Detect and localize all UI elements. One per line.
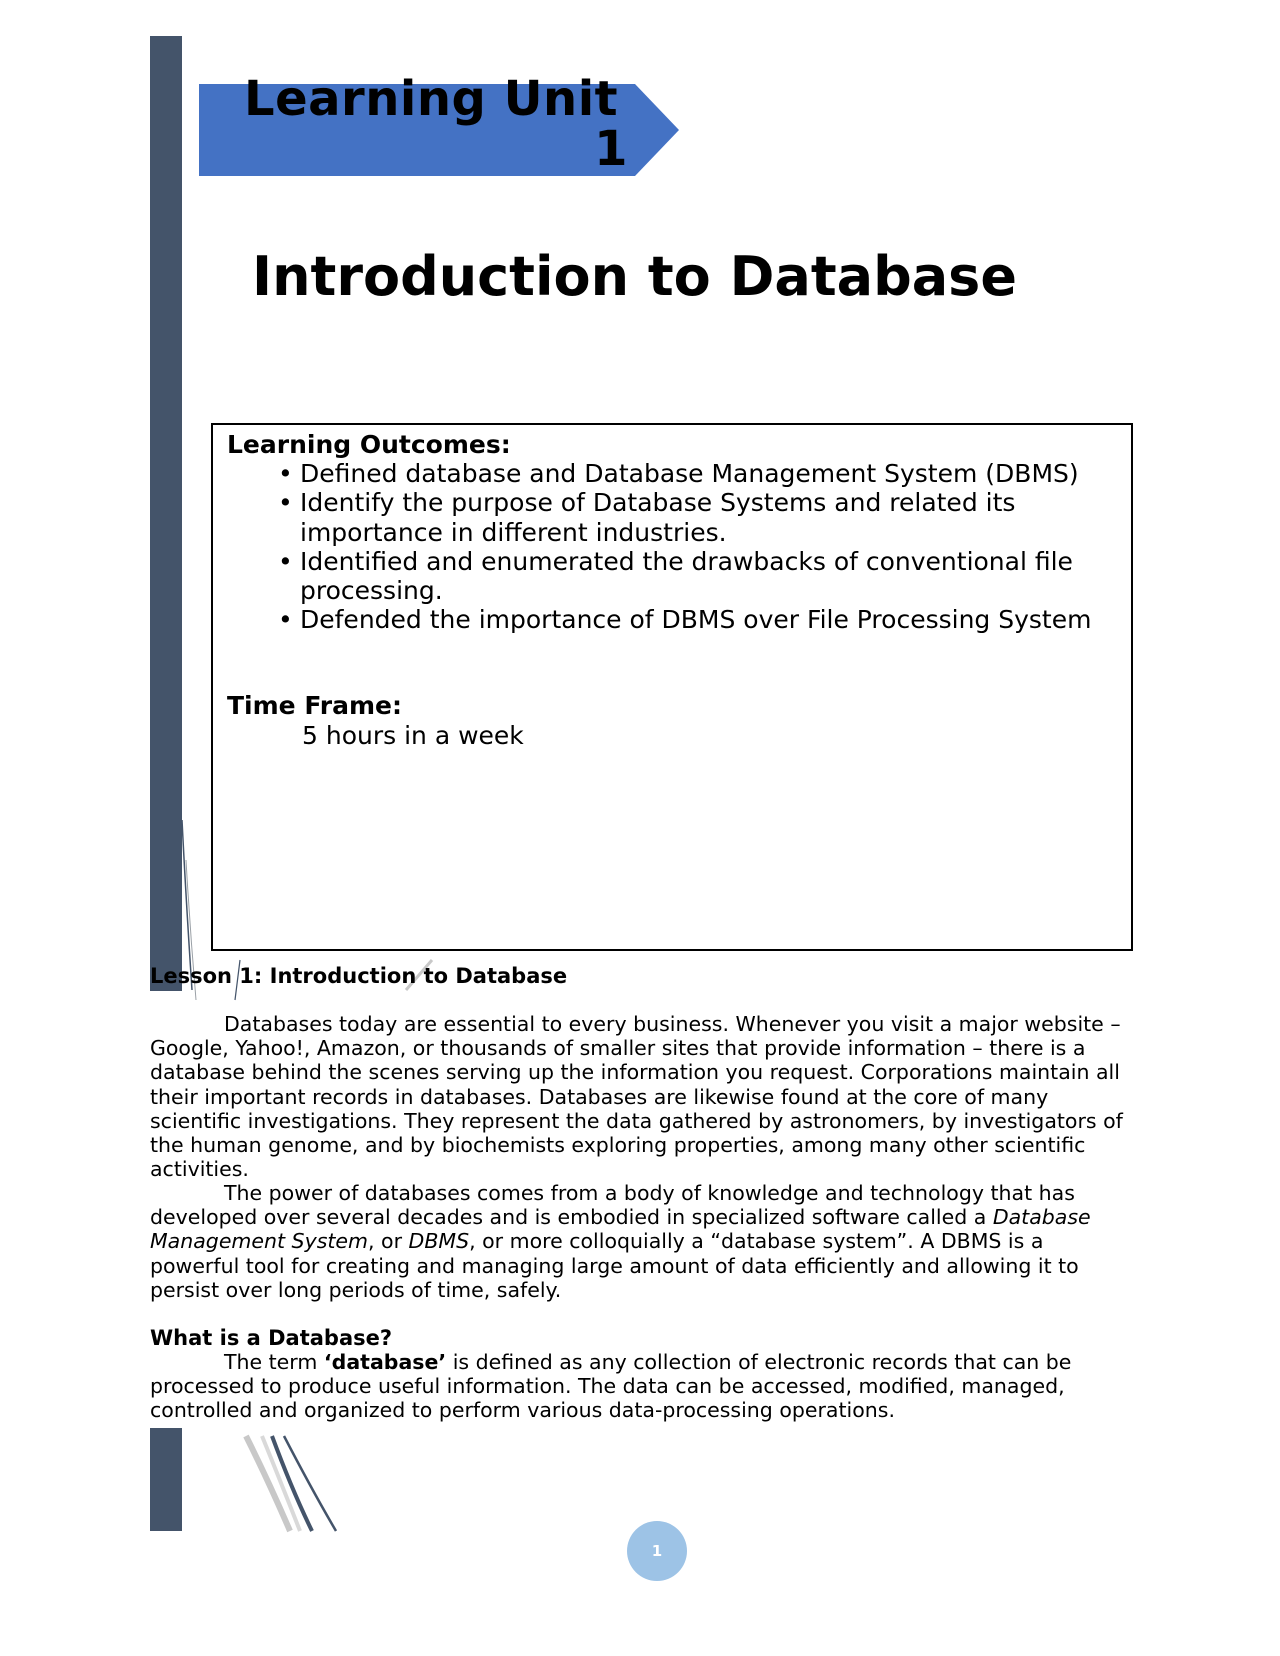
lesson-paragraph-1: Databases today are essential to every business. Whenever you visit a major website – Google, Yahoo!, Amazon, or thousands of smaller sites that provide information – there is a database behind the scenes serving up the information you request. Corporations maintain all their important records in databases. Databases are likewise found at the core of many scientific investigations. They represent the data gathered by astronomers, by investigators of the human genome, and by biochemists exploring properties, among many other scientific activities. [150, 1012, 1123, 1182]
sidebar-bar-top [150, 36, 182, 991]
lesson-paragraph-2: The power of databases comes from a body of knowledge and technology that has developed over several decades and is embodied in specialized software called a Database Management System, or DBMS, or more colloquially a “database system”. A DBMS is a powerful tool for creating and managing large amount of data efficiently and allowing it to persist over long periods of time, safely. [150, 1181, 1091, 1302]
list-item: • Identified and enumerated the drawbacks of conventional file processing. [278, 546, 1073, 606]
page-number-badge: 1 [627, 1521, 687, 1581]
bullet-icon: • [278, 459, 293, 488]
unit-banner-line1: Learning Unit [244, 71, 619, 127]
dbms-abbrev: DBMS [408, 1229, 470, 1254]
list-item: • Identify the purpose of Database Systems and related its importance in different industries. [278, 488, 1016, 547]
unit-banner-line2: 1 [594, 121, 628, 177]
what-is-database-paragraph: The term ‘database’ is defined as any collection of electronic records that can be processed to produce useful information. The data can be accessed, modified, managed, controlled and organized to perform various data-processing operations. [150, 1350, 1072, 1423]
lesson-heading: Lesson 1: Introduction to Database [150, 964, 568, 988]
page-title: Introduction to Database [252, 245, 1017, 308]
bullet-icon: • [278, 605, 293, 635]
what-is-database-heading: What is a Database? [150, 1326, 393, 1350]
dbms-term: Database Management System [150, 1205, 1091, 1254]
learning-outcomes-heading: Learning Outcomes: [227, 430, 511, 459]
sidebar-bar-bottom [150, 1428, 182, 1531]
learning-outcomes-list [278, 459, 1108, 635]
time-frame-heading: Time Frame: [227, 691, 403, 720]
bullet-icon: • [278, 488, 293, 518]
bullet-icon: • [278, 546, 293, 576]
time-frame-value: 5 hours in a week [302, 721, 524, 750]
database-term: ‘database’ [323, 1350, 447, 1374]
unit-banner-label [200, 71, 628, 177]
list-item: • Defined database and Database Management System (DBMS) [278, 459, 1079, 488]
list-item: • Defended the importance of DBMS over File Processing System [278, 605, 1092, 635]
